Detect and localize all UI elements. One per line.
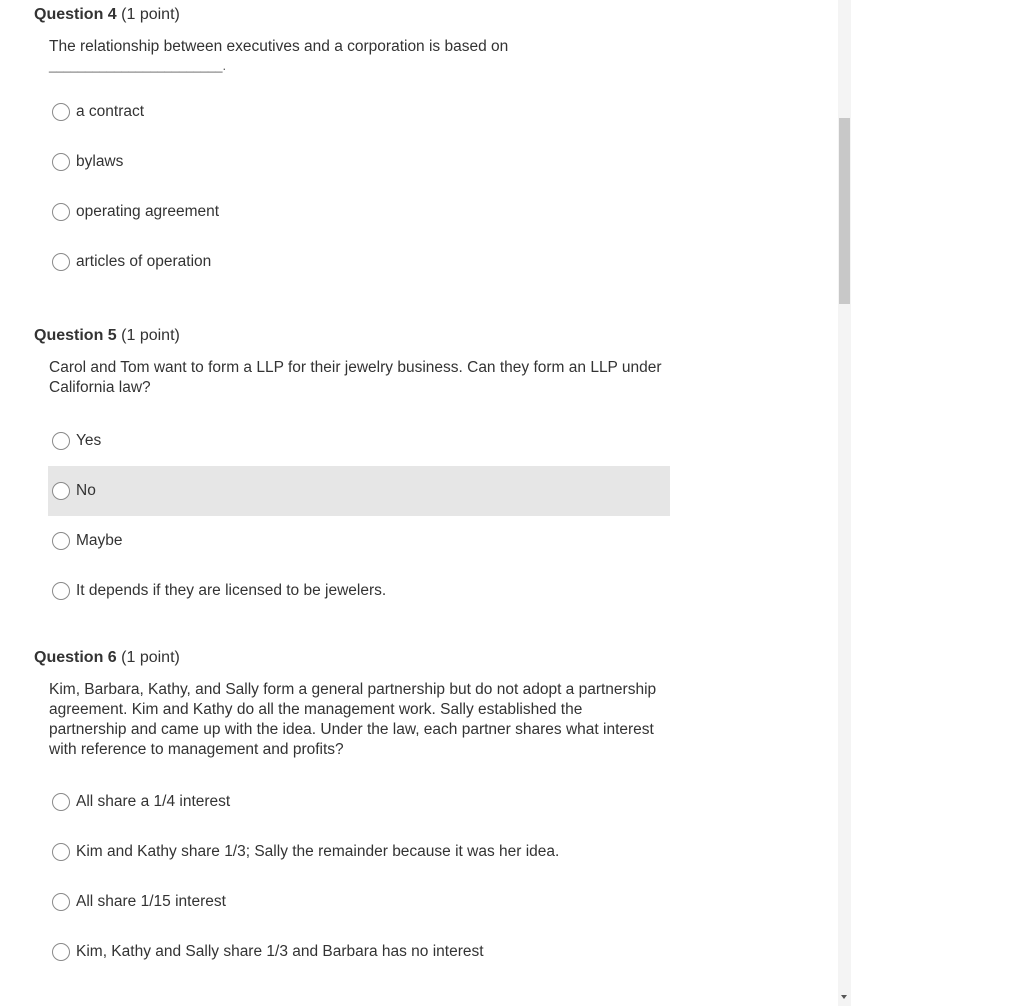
option-label: operating agreement	[76, 203, 220, 220]
option-kim-kathy-third[interactable]	[48, 827, 670, 877]
option-label: articles of operation	[76, 253, 212, 270]
question-points: (1 point)	[121, 649, 180, 666]
option-no[interactable]	[48, 466, 670, 516]
radio-button[interactable]	[52, 893, 70, 911]
option-label: a contract	[76, 103, 145, 120]
question-header	[34, 5, 674, 25]
radio-button[interactable]	[52, 843, 70, 861]
question-text: Kim, Barbara, Kathy, and Sally form a general partnership but do not adopt a partnership agreement. Kim and Kathy do all the management work. Sally established the partnership and came up with the idea. Under the law, each partner shares what interest with reference to management and profits?	[49, 681, 657, 758]
question-header	[34, 326, 674, 346]
question-4	[34, 5, 674, 287]
vertical-scrollbar[interactable]	[838, 0, 851, 1006]
scroll-down-arrow-icon[interactable]	[841, 995, 847, 999]
answer-options	[48, 777, 674, 977]
option-articles-of-operation[interactable]	[48, 237, 670, 287]
radio-button[interactable]	[52, 432, 70, 450]
radio-button[interactable]	[52, 482, 70, 500]
radio-button[interactable]	[52, 253, 70, 271]
answer-options	[48, 87, 674, 287]
question-5	[34, 326, 674, 616]
radio-button[interactable]	[52, 153, 70, 171]
option-label: No	[76, 482, 96, 499]
option-label: Yes	[76, 432, 102, 449]
option-yes[interactable]	[48, 416, 670, 466]
option-label: bylaws	[76, 153, 124, 170]
option-label: Kim, Kathy and Sally share 1/3 and Barbara has no interest	[76, 943, 484, 960]
option-a-contract[interactable]	[48, 87, 670, 137]
option-all-share-fifteenth[interactable]	[48, 877, 670, 927]
question-header	[34, 648, 674, 668]
option-bylaws[interactable]	[48, 137, 670, 187]
question-6	[34, 648, 674, 977]
radio-button[interactable]	[52, 203, 70, 221]
question-points: (1 point)	[121, 6, 180, 23]
question-blank: ________________________.	[49, 58, 227, 73]
question-title: Question 5	[34, 327, 117, 344]
question-text: The relationship between executives and a corporation is based on	[49, 38, 509, 55]
question-points: (1 point)	[121, 327, 180, 344]
option-operating-agreement[interactable]	[48, 187, 670, 237]
option-all-share-quarter[interactable]	[48, 777, 670, 827]
radio-button[interactable]	[52, 793, 70, 811]
option-barbara-no-interest[interactable]	[48, 927, 670, 977]
radio-button[interactable]	[52, 582, 70, 600]
answer-options	[48, 416, 674, 616]
question-title: Question 6	[34, 649, 117, 666]
radio-button[interactable]	[52, 532, 70, 550]
radio-button[interactable]	[52, 103, 70, 121]
option-label: Maybe	[76, 532, 123, 549]
option-depends-licensed[interactable]	[48, 566, 670, 616]
scrollbar-thumb[interactable]	[839, 118, 850, 304]
question-title: Question 4	[34, 6, 117, 23]
option-label: Kim and Kathy share 1/3; Sally the remainder because it was her idea.	[76, 843, 560, 860]
option-label: It depends if they are licensed to be jewelers.	[76, 582, 387, 599]
question-text: Carol and Tom want to form a LLP for their jewelry business. Can they form an LLP under California law?	[49, 359, 662, 396]
option-maybe[interactable]	[48, 516, 670, 566]
radio-button[interactable]	[52, 943, 70, 961]
option-label: All share a 1/4 interest	[76, 793, 231, 810]
option-label: All share 1/15 interest	[76, 893, 226, 910]
